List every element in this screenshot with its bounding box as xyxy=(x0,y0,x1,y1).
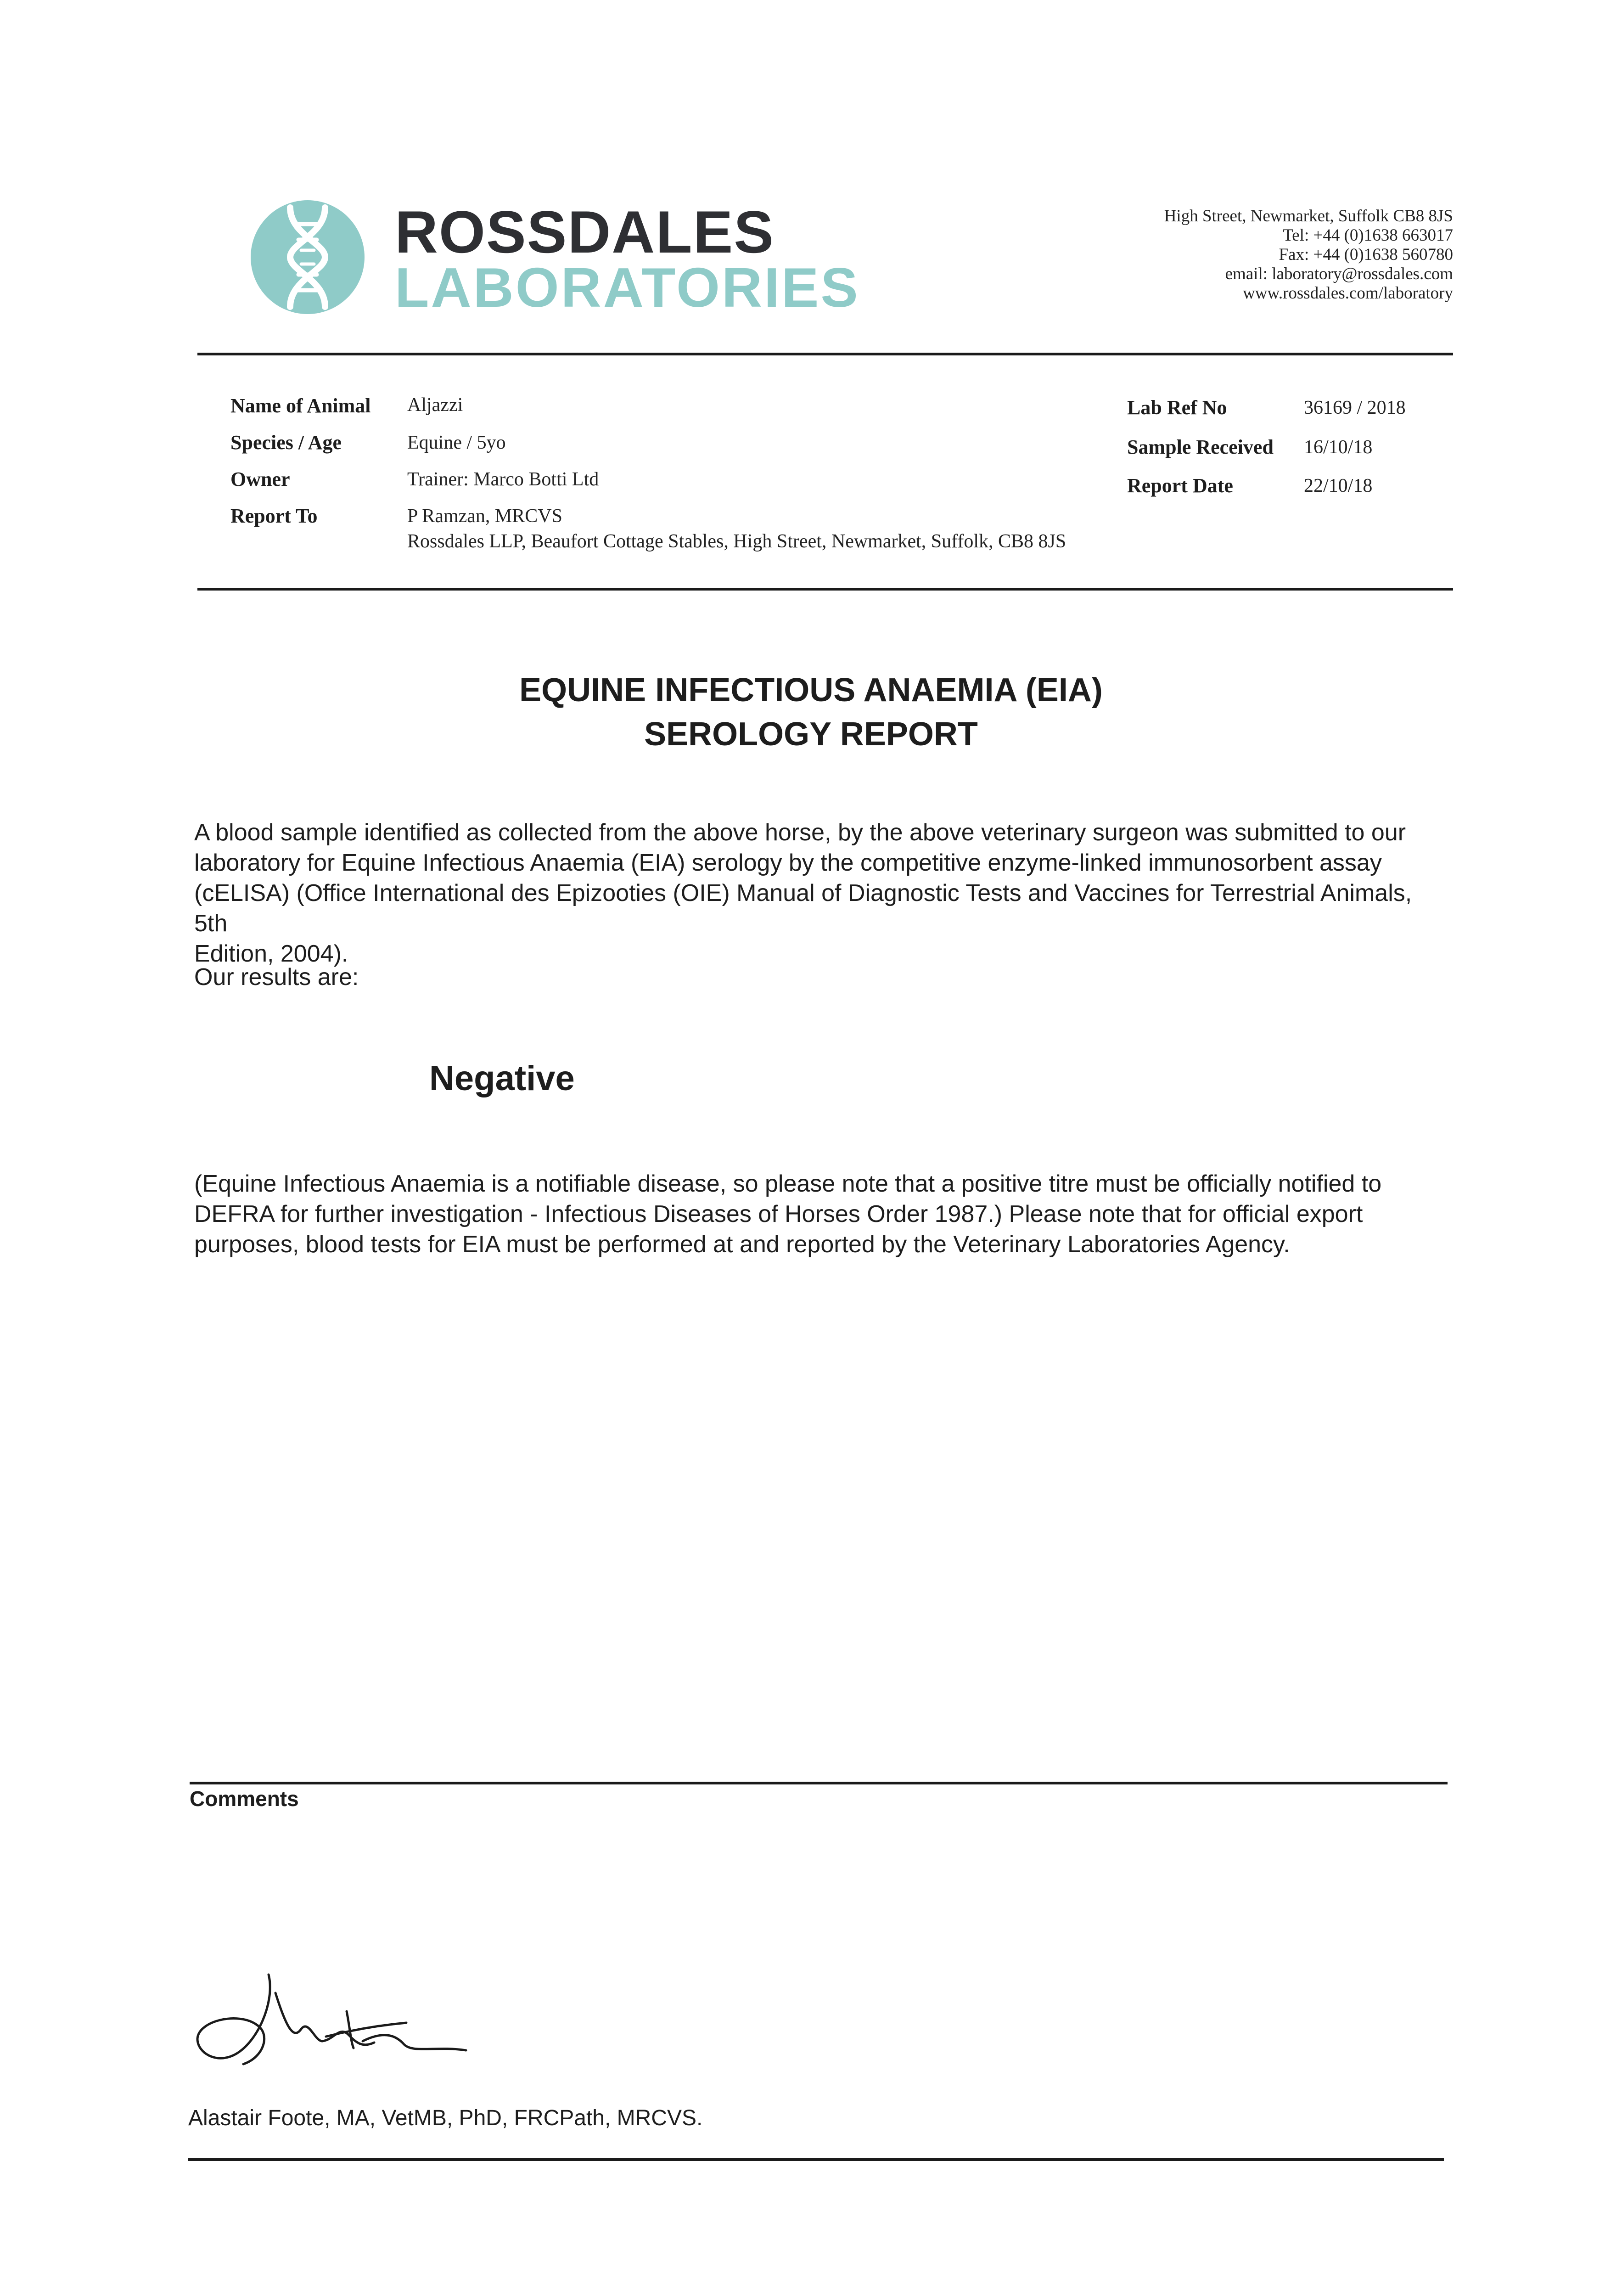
signatory-name: Alastair Foote, MA, VetMB, PhD, FRCPath, MRCVS. xyxy=(188,2106,703,2130)
report-title-line-2: SEROLOGY REPORT xyxy=(644,716,978,753)
report-to-address: Rossdales LLP, Beaufort Cottage Stables, High Street, Newmarket, Suffolk, CB8 8JS xyxy=(407,531,1066,552)
intro-line: laboratory for Equine Infectious Anaemia (EIA) serology by the competitive enzyme-linked immunosorbent assay xyxy=(194,850,1382,876)
intro-line: (cELISA) (Office International des Epizooties (OIE) Manual of Diagnostic Tests and Vaccines for Terrestrial Animals, 5th xyxy=(194,880,1412,937)
details-divider xyxy=(197,588,1453,591)
report-to-label: Report To xyxy=(230,505,318,527)
footer-divider xyxy=(188,2158,1444,2161)
intro-line: Edition, 2004). xyxy=(194,940,348,967)
name-of-animal-value: Aljazzi xyxy=(407,394,463,416)
note-line: (Equine Infectious Anaemia is a notifiable disease, so please note that a positive titre must be officially notified to xyxy=(194,1171,1382,1197)
report-title xyxy=(0,668,1622,756)
telephone: Tel: +44 (0)1638 663017 xyxy=(1283,226,1453,245)
email: email: laboratory@rossdales.com xyxy=(1225,264,1453,283)
dna-helix-icon xyxy=(248,197,367,317)
report-date-value: 22/10/18 xyxy=(1304,475,1373,496)
species-age-value: Equine / 5yo xyxy=(407,432,506,453)
report-to-value: P Ramzan, MRCVS xyxy=(407,506,562,527)
fax: Fax: +44 (0)1638 560780 xyxy=(1279,245,1453,264)
lab-address xyxy=(1164,207,1453,303)
intro-paragraph xyxy=(194,817,1448,969)
signature xyxy=(188,1961,519,2080)
address-line: High Street, Newmarket, Suffolk CB8 8JS xyxy=(1164,207,1453,225)
report-date-label: Report Date xyxy=(1127,474,1233,497)
owner-label: Owner xyxy=(230,468,290,490)
test-result: Negative xyxy=(429,1059,575,1098)
comments-label: Comments xyxy=(190,1787,299,1811)
note-line: purposes, blood tests for EIA must be performed at and reported by the Veterinary Laboratories Agency. xyxy=(194,1231,1290,1258)
name-of-animal-label: Name of Animal xyxy=(230,394,371,417)
species-age-label: Species / Age xyxy=(230,431,342,454)
intro-line: A blood sample identified as collected from the above horse, by the above veterinary surgeon was submitted to our xyxy=(194,819,1406,846)
owner-value: Trainer: Marco Botti Ltd xyxy=(407,469,599,490)
results-intro: Our results are: xyxy=(194,964,359,990)
sample-received-value: 16/10/18 xyxy=(1304,437,1373,458)
website: www.rossdales.com/laboratory xyxy=(1243,284,1453,303)
comments-divider xyxy=(190,1782,1448,1784)
brand-subtitle: LABORATORIES xyxy=(395,256,860,319)
sample-received-label: Sample Received xyxy=(1127,436,1274,458)
notifiable-disease-note xyxy=(194,1169,1448,1260)
header-divider xyxy=(197,353,1453,355)
report-title-line-1: EQUINE INFECTIOUS ANAEMIA (EIA) xyxy=(519,672,1103,709)
lab-ref-label: Lab Ref No xyxy=(1127,396,1227,419)
note-line: DEFRA for further investigation - Infectious Diseases of Horses Order 1987.) Please note that for official export xyxy=(194,1201,1363,1227)
brand-name: ROSSDALES xyxy=(395,198,775,265)
lab-ref-value: 36169 / 2018 xyxy=(1304,397,1406,418)
